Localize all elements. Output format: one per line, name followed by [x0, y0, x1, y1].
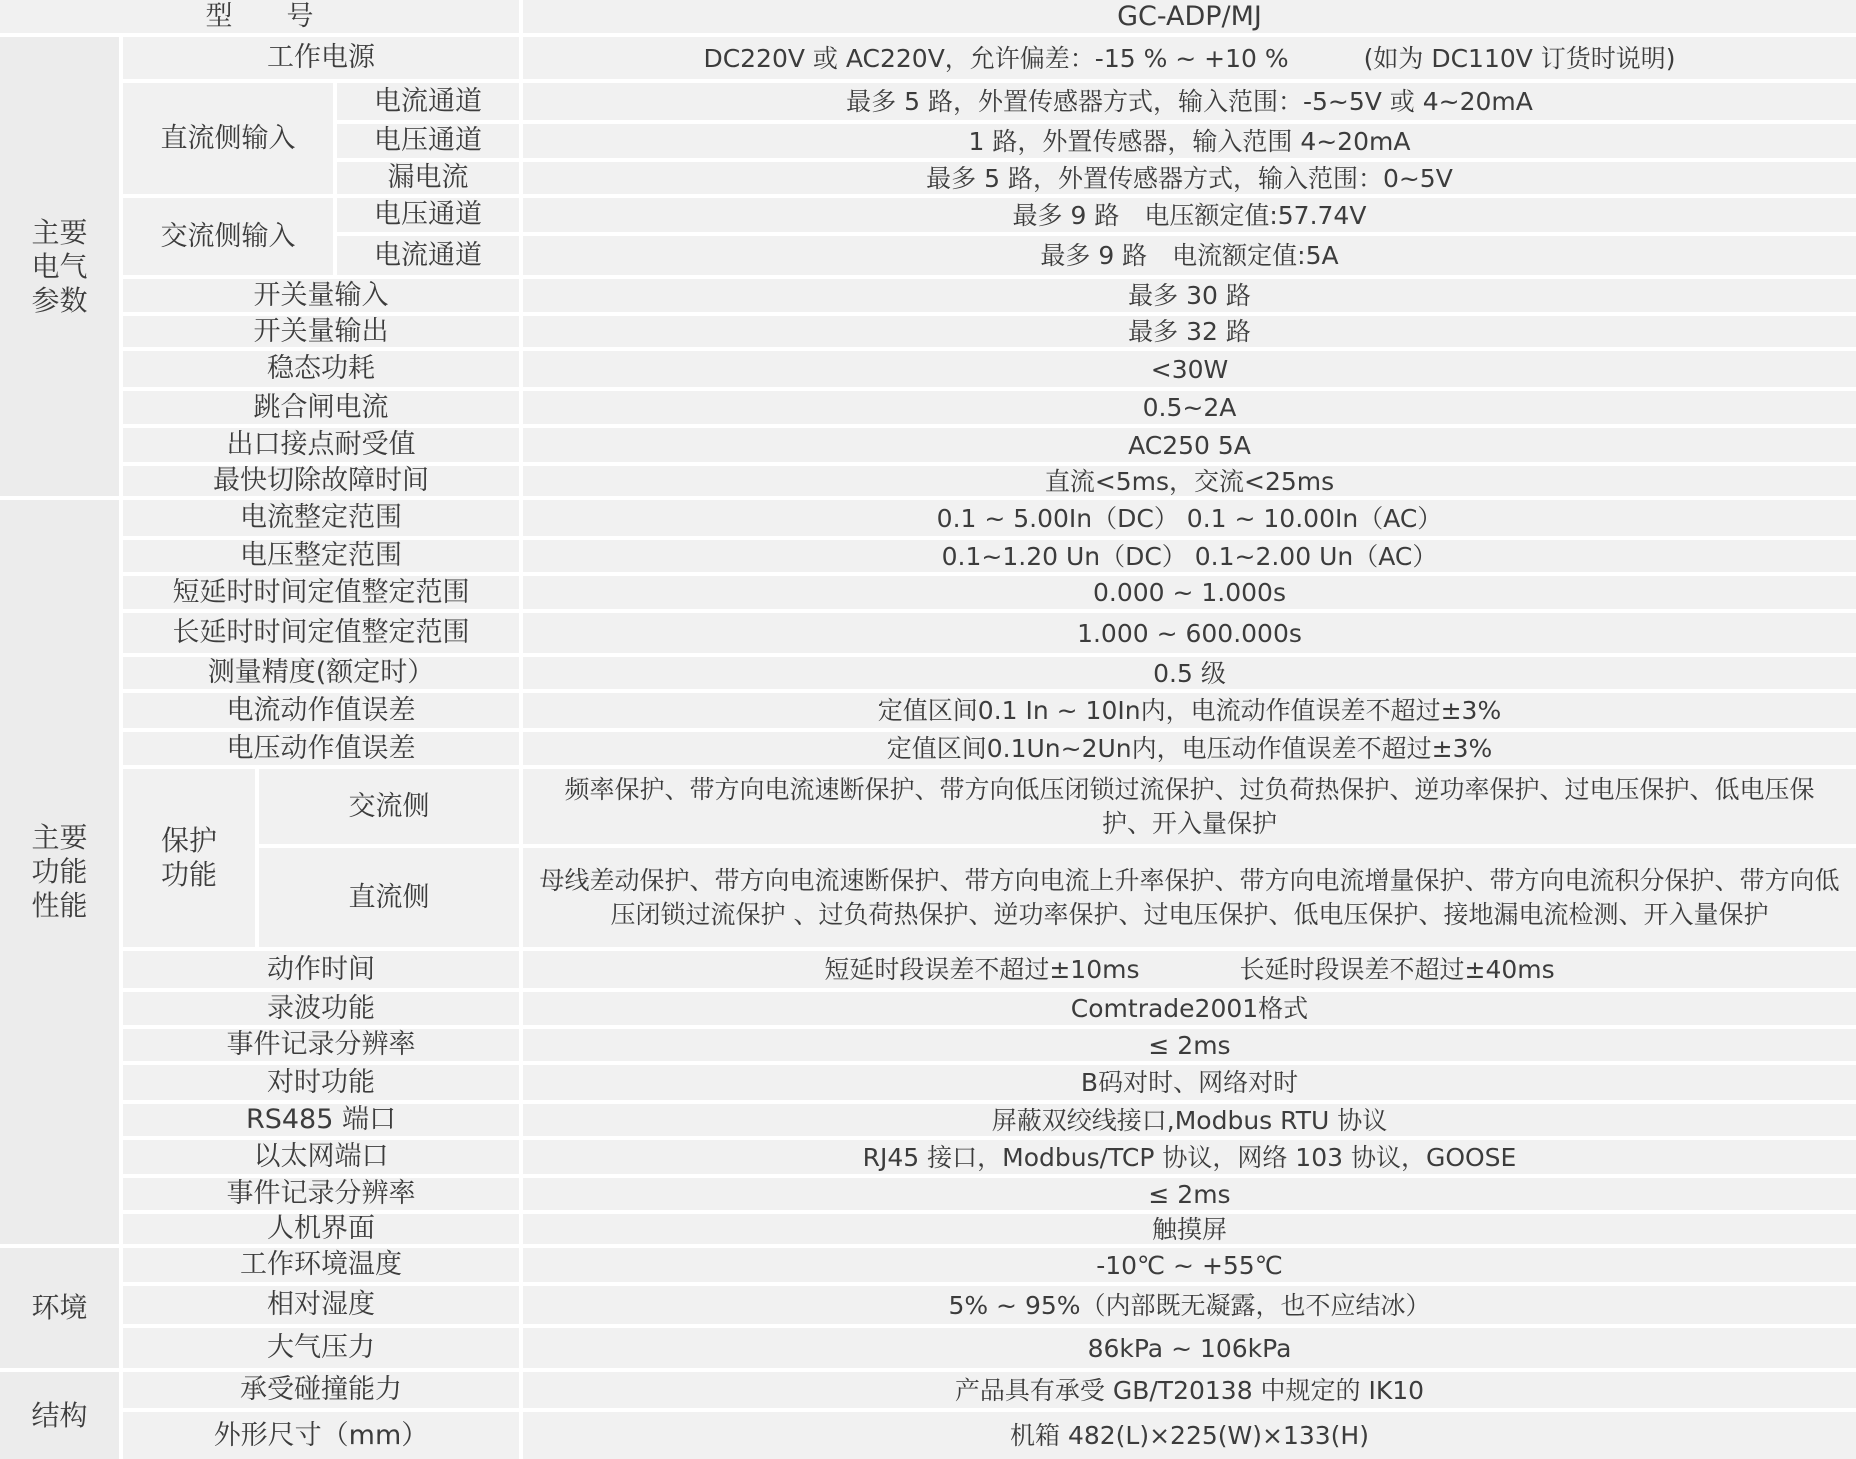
- label-temperature: 工作环境温度: [123, 1248, 519, 1282]
- value-dc-voltage: 1 路，外置传感器，输入范围 4~20mA: [523, 124, 1856, 158]
- label-switch-in: 开关量输入: [123, 279, 519, 312]
- value-trip-current: 0.5~2A: [523, 391, 1856, 424]
- label-time-sync: 对时功能: [123, 1065, 519, 1100]
- label-humidity: 相对湿度: [123, 1286, 519, 1324]
- value-recording: Comtrade2001格式: [523, 992, 1856, 1025]
- subgroup-protection: 保护 功能: [123, 769, 255, 947]
- label-power-use: 稳态功耗: [123, 351, 519, 387]
- value-dimensions: 机箱 482(L)×225(W)×133(H): [523, 1412, 1856, 1459]
- label-dimensions: 外形尺寸（mm）: [123, 1412, 519, 1459]
- label-impact: 承受碰撞能力: [123, 1372, 519, 1408]
- value-current-error: 定值区间0.1 In ~ 10In内，电流动作值误差不超过±3%: [523, 693, 1856, 728]
- label-rs485: RS485 端口: [123, 1104, 519, 1136]
- value-event-res-2: ≤ 2ms: [523, 1178, 1856, 1210]
- value-temperature: -10℃ ~ +55℃: [523, 1248, 1856, 1282]
- value-switch-in: 最多 30 路: [523, 279, 1856, 312]
- label-voltage-range: 电压整定范围: [123, 540, 519, 572]
- value-rs485: 屏蔽双绞线接口,Modbus RTU 协议: [523, 1104, 1856, 1136]
- value-humidity: 5% ~ 95%（内部既无凝露，也不应结冰）: [523, 1286, 1856, 1324]
- subgroup-dc-input: 直流侧输入: [123, 83, 333, 194]
- label-dc-current: 电流通道: [337, 83, 519, 120]
- label-pressure: 大气压力: [123, 1328, 519, 1368]
- label-short-delay: 短延时时间定值整定范围: [123, 576, 519, 609]
- label-prot-dc: 直流侧: [259, 848, 519, 947]
- label-dc-voltage: 电压通道: [337, 124, 519, 158]
- label-hmi: 人机界面: [123, 1214, 519, 1244]
- subgroup-ac-input: 交流侧输入: [123, 198, 333, 275]
- value-contact: AC250 5A: [523, 428, 1856, 462]
- value-voltage-error: 定值区间0.1Un~2Un内，电压动作值误差不超过±3%: [523, 732, 1856, 765]
- label-ethernet: 以太网端口: [123, 1140, 519, 1174]
- label-recording: 录波功能: [123, 992, 519, 1025]
- group-structure: 结构: [0, 1372, 119, 1459]
- value-power-use: <30W: [523, 351, 1856, 387]
- model-value: GC-ADP/MJ: [523, 0, 1856, 33]
- value-pressure: 86kPa ~ 106kPa: [523, 1328, 1856, 1368]
- group-environment: 环境: [0, 1248, 119, 1368]
- value-hmi: 触摸屏: [523, 1214, 1856, 1244]
- value-accuracy: 0.5 级: [523, 657, 1856, 689]
- label-current-range: 电流整定范围: [123, 500, 519, 536]
- group-electrical: 主要 电气 参数: [0, 37, 119, 496]
- label-power: 工作电源: [123, 37, 519, 79]
- label-event-res-2: 事件记录分辨率: [123, 1178, 519, 1210]
- value-fault-time: 直流<5ms，交流<25ms: [523, 466, 1856, 496]
- label-leakage: 漏电流: [337, 162, 519, 194]
- value-prot-ac: 频率保护、带方向电流速断保护、带方向低压闭锁过流保护、过负荷热保护、逆功率保护、过电压保护、低电压保护、开入量保护: [523, 769, 1856, 844]
- label-fault-time: 最快切除故障时间: [123, 466, 519, 496]
- value-switch-out: 最多 32 路: [523, 316, 1856, 347]
- label-trip-current: 跳合闸电流: [123, 391, 519, 424]
- label-current-error: 电流动作值误差: [123, 693, 519, 728]
- value-ac-current: 最多 9 路 电流额定值:5A: [523, 236, 1856, 275]
- value-action-time: 短延时段误差不超过±10ms 长延时段误差不超过±40ms: [523, 951, 1856, 988]
- label-ac-current: 电流通道: [337, 236, 519, 275]
- value-event-res-1: ≤ 2ms: [523, 1029, 1856, 1061]
- value-short-delay: 0.000 ~ 1.000s: [523, 576, 1856, 609]
- value-ac-voltage: 最多 9 路 电压额定值:57.74V: [523, 198, 1856, 232]
- value-time-sync: B码对时、网络对时: [523, 1065, 1856, 1100]
- value-leakage: 最多 5 路，外置传感器方式，输入范围：0~5V: [523, 162, 1856, 194]
- model-label: 型 号: [0, 0, 519, 33]
- label-action-time: 动作时间: [123, 951, 519, 988]
- value-dc-current: 最多 5 路，外置传感器方式，输入范围：-5~5V 或 4~20mA: [523, 83, 1856, 120]
- label-voltage-error: 电压动作值误差: [123, 732, 519, 765]
- label-switch-out: 开关量输出: [123, 316, 519, 347]
- value-voltage-range: 0.1~1.20 Un（DC） 0.1~2.00 Un（AC）: [523, 540, 1856, 572]
- label-accuracy: 测量精度(额定时）: [123, 657, 519, 689]
- label-event-res-1: 事件记录分辨率: [123, 1029, 519, 1061]
- label-long-delay: 长延时时间定值整定范围: [123, 613, 519, 653]
- value-ethernet: RJ45 接口，Modbus/TCP 协议，网络 103 协议，GOOSE: [523, 1140, 1856, 1174]
- value-long-delay: 1.000 ~ 600.000s: [523, 613, 1856, 653]
- value-current-range: 0.1 ~ 5.00In（DC） 0.1 ~ 10.00In（AC）: [523, 500, 1856, 536]
- label-ac-voltage: 电压通道: [337, 198, 519, 232]
- value-impact: 产品具有承受 GB/T20138 中规定的 IK10: [523, 1372, 1856, 1408]
- value-power: DC220V 或 AC220V，允许偏差：-15 % ~ +10 % (如为 DC110V 订货时说明): [523, 37, 1856, 79]
- label-contact: 出口接点耐受值: [123, 428, 519, 462]
- label-prot-ac: 交流侧: [259, 769, 519, 844]
- group-function: 主要 功能 性能: [0, 500, 119, 1244]
- value-prot-dc: 母线差动保护、带方向电流速断保护、带方向电流上升率保护、带方向电流增量保护、带方向电流积分保护、带方向低压闭锁过流保护 、过负荷热保护、逆功率保护、过电压保护、低电压保护、接地漏电流检测、开入量保护: [523, 848, 1856, 947]
